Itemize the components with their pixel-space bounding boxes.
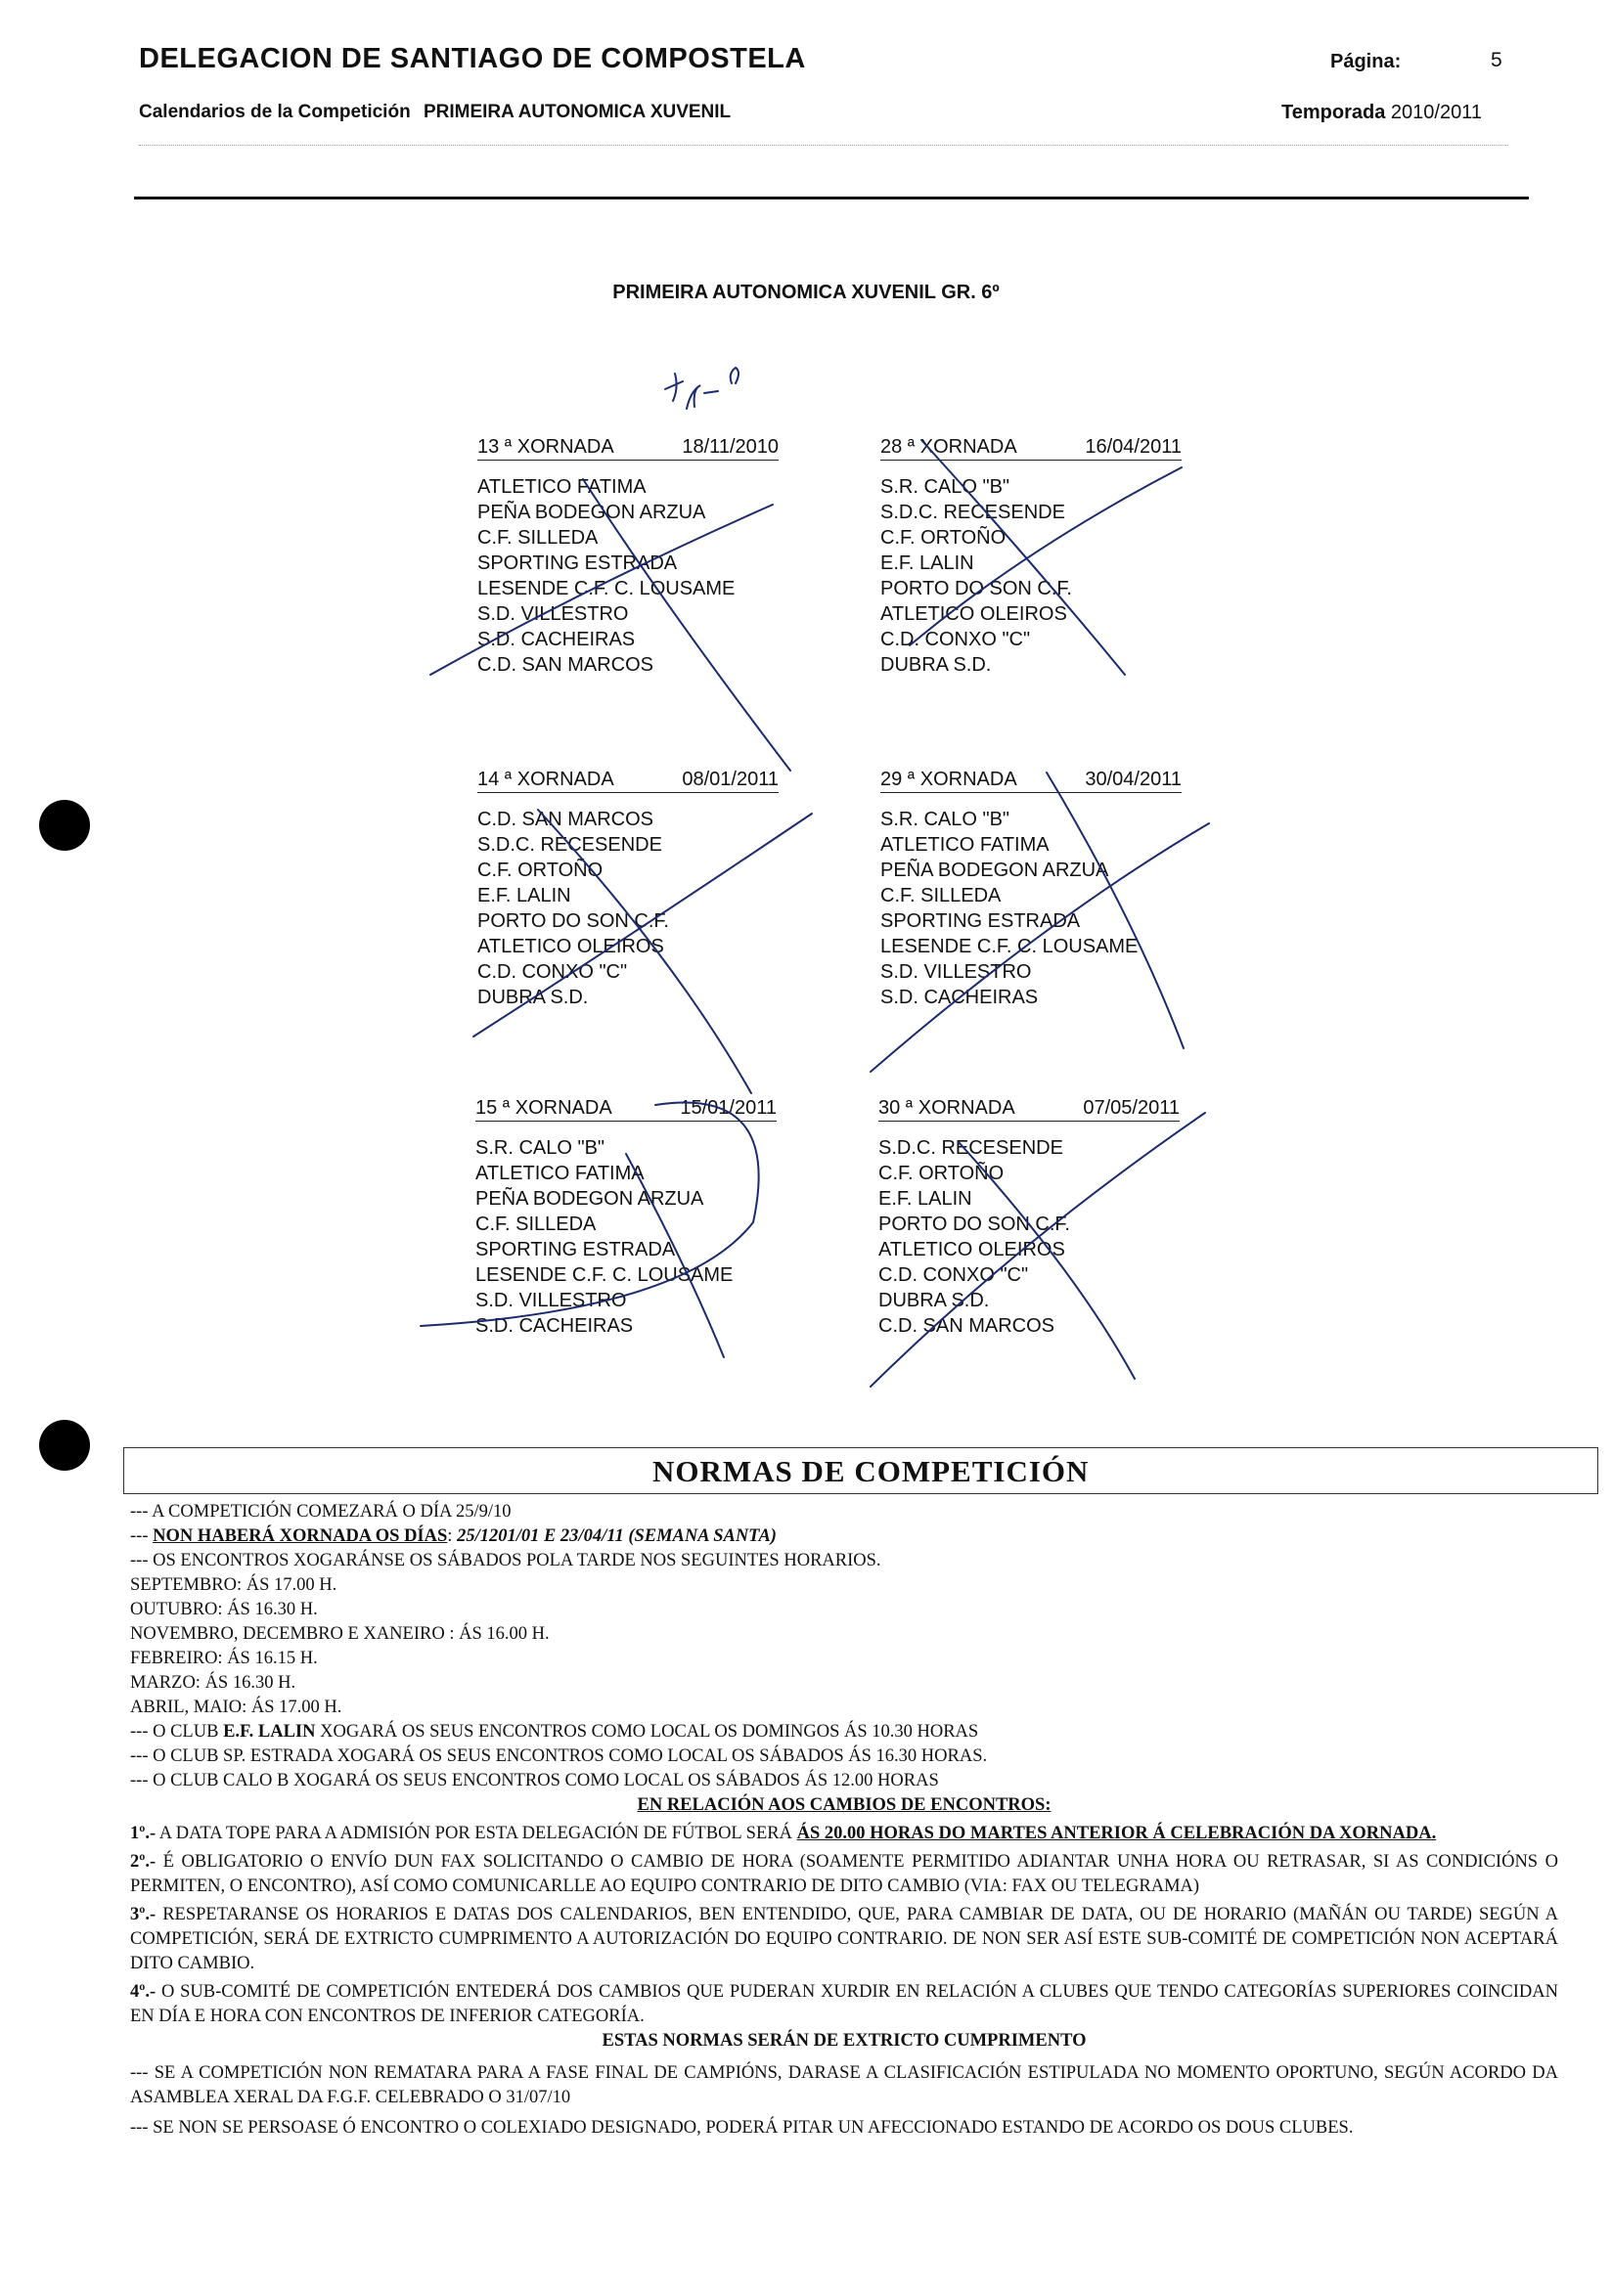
team-name: S.D.C. RECESENDE: [878, 1137, 1063, 1159]
rule-line: --- OS ENCONTROS XOGARÁNSE OS SÁBADOS POLA TARDE NOS SEGUINTES HORARIOS.: [130, 1551, 881, 1570]
season: [1281, 102, 1482, 124]
final-rule: --- SE A COMPETICIÓN NON REMATARA PARA A FASE FINAL DE CAMPIÓNS, DARASE A CLASIFICACIÓN ESTIPULADA NO MOMENTO OPORTUNO, SEGÚN ACORDO DA ASAMBLEA XERAL DA F.G.F. CELEBRADO O 31/07/10: [130, 2063, 1558, 2107]
team-name: S.R. CALO "B": [880, 476, 1010, 498]
xornada-label: 15 ª XORNADA: [475, 1097, 612, 1119]
cambios-title: EN RELACIÓN AOS CAMBIOS DE ENCONTROS:: [637, 1795, 1052, 1815]
xornada-block: [475, 1097, 777, 1339]
team-name: SPORTING ESTRADA: [477, 552, 678, 574]
rule-bold: NON HABERÁ XORNADA OS DÍAS: [153, 1526, 448, 1546]
rule-paragraph: [130, 1903, 1558, 1976]
team-name: LESENDE C.F. C. LOUSAME: [880, 936, 1139, 957]
team-name: LESENDE C.F. C. LOUSAME: [475, 1264, 734, 1286]
team-name: S.D.C. RECESENDE: [880, 502, 1065, 523]
rule-paragraph: [130, 1850, 1558, 1899]
team-name: C.F. ORTOÑO: [878, 1163, 1005, 1184]
header-rule: [134, 197, 1529, 199]
team-name: PORTO DO SON C.F.: [880, 578, 1072, 599]
rule-line: --- O CLUB SP. ESTRADA XOGARÁ OS SEUS ENCONTROS COMO LOCAL OS SÁBADOS ÁS 16.30 HORAS.: [130, 1746, 988, 1766]
team-name: C.D. SAN MARCOS: [477, 654, 654, 676]
team-name: C.D. SAN MARCOS: [477, 809, 654, 830]
normas-heading-box: [123, 1447, 1598, 1494]
schedule-line: MARZO: ÁS 16.30 H.: [130, 1673, 296, 1693]
punch-hole-bottom: [39, 1420, 90, 1471]
team-name: S.R. CALO "B": [475, 1137, 605, 1159]
team-name: PEÑA BODEGON ARZUA: [477, 502, 706, 523]
xornada-block: [880, 769, 1182, 1010]
team-name: PEÑA BODEGON ARZUA: [475, 1188, 704, 1210]
normas-title: NORMAS DE COMPETICIÓN: [652, 1454, 1090, 1488]
header-divider: [139, 145, 1508, 146]
xornada-block: [477, 436, 779, 678]
team-name: ATLETICO FATIMA: [477, 476, 647, 498]
paragraph-number: 4º.-: [130, 1982, 157, 2002]
rule-prefix: --- O CLUB: [130, 1722, 224, 1742]
xornada-date: 15/01/2011: [680, 1097, 777, 1119]
page-label: Página:: [1330, 51, 1402, 72]
xornada-block: [880, 436, 1182, 678]
team-name: S.D. CACHEIRAS: [475, 1315, 634, 1337]
team-name: E.F. LALIN: [878, 1188, 972, 1210]
page-number: 5: [1491, 49, 1502, 71]
schedule-line: OUTUBRO: ÁS 16.30 H.: [130, 1600, 318, 1619]
paragraph-text: RESPETARANSE OS HORARIOS E DATAS DOS CALENDARIOS, BEN ENTENDIDO, QUE, PARA CAMBIAR DE DATA, OU DE HORARIO (MAÑÁN OU TARDE) SEGÚN A COMPETICIÓN, SERÁ DE EXTRICTO CUMPRIMENTO A AUTORIZACIÓN DO EQUIPO CONTRARIO. DE NON SER ASÍ ESTE SUB-COMITÉ DE COMPETICIÓN NON ACEPTARÁ DITO CAMBIO.: [130, 1905, 1558, 1973]
rule-line: [130, 1720, 1558, 1744]
team-name: SPORTING ESTRADA: [880, 910, 1081, 932]
paragraph-number: 3º.-: [130, 1905, 157, 1924]
team-name: C.D. CONXO "C": [878, 1264, 1029, 1286]
rule-line: [130, 1524, 1558, 1549]
schedule-line: FEBREIRO: ÁS 16.15 H.: [130, 1649, 318, 1668]
xornada-label: 28 ª XORNADA: [880, 436, 1017, 458]
team-name: S.R. CALO "B": [880, 809, 1010, 830]
team-name: C.F. SILLEDA: [477, 527, 599, 549]
team-name: ATLETICO FATIMA: [880, 834, 1050, 856]
header-subtitle: [139, 102, 731, 123]
xornada-label: 29 ª XORNADA: [880, 769, 1017, 790]
punch-hole-top: [39, 800, 90, 851]
xornada-date: 18/11/2010: [682, 436, 779, 458]
paragraph-number: 1º.-: [130, 1824, 157, 1843]
team-name: C.D. CONXO "C": [880, 629, 1031, 650]
rule-paragraph: [130, 1822, 1558, 1846]
xornada-date: 07/05/2011: [1083, 1097, 1180, 1119]
team-name: E.F. LALIN: [477, 885, 571, 906]
rule-rest: XOGARÁ OS SEUS ENCONTROS COMO LOCAL OS DOMINGOS ÁS 10.30 HORAS: [315, 1722, 979, 1742]
season-label: Temporada: [1281, 102, 1386, 123]
team-name: DUBRA S.D.: [477, 987, 589, 1008]
team-name: S.D.C. RECESENDE: [477, 834, 662, 856]
paragraph-text: É OBLIGATORIO O ENVÍO DUN FAX SOLICITANDO O CAMBIO DE HORA (SOAMENTE PERMITIDO ADIANTAR UNHA HORA OU RETRASAR, SI AS CONDICIÓNS O PERMITEN, O ENCONTRO), ASÍ COMO COMUNICARLLE AO EQUIPO CONTRARIO DE DITO CAMBIO (VIA: FAX OU TELEGRAMA): [130, 1852, 1558, 1896]
club-name: E.F. LALIN: [223, 1722, 316, 1742]
team-name: ATLETICO OLEIROS: [880, 603, 1067, 625]
final-rule: --- SE NON SE PERSOASE Ó ENCONTRO O COLEXIADO DESIGNADO, PODERÁ PITAR UN AFECCIONADO ESTANDO DE ACORDO OS DOUS CLUBES.: [130, 2118, 1354, 2138]
team-name: S.D. CACHEIRAS: [880, 987, 1039, 1008]
team-name: DUBRA S.D.: [878, 1290, 990, 1311]
group-title: PRIMEIRA AUTONOMICA XUVENIL GR. 6º: [612, 282, 1000, 303]
team-name: SPORTING ESTRADA: [475, 1239, 676, 1260]
team-name: C.D. SAN MARCOS: [878, 1315, 1055, 1337]
rule-colon: :: [447, 1526, 458, 1546]
team-name: ATLETICO FATIMA: [475, 1163, 645, 1184]
team-name: S.D. VILLESTRO: [477, 603, 629, 625]
xornada-block: [477, 769, 779, 1010]
xornada-date: 08/01/2011: [682, 769, 779, 790]
estrict-note: ESTAS NORMAS SERÁN DE EXTRICTO CUMPRIMENTO: [602, 2031, 1087, 2051]
team-name: S.D. VILLESTRO: [475, 1290, 627, 1311]
rule-paragraph: [130, 1980, 1558, 2029]
season-value: 2010/2011: [1390, 102, 1482, 123]
paragraph-bold: ÁS 20.00 HORAS DO MARTES ANTERIOR Á CELEBRACIÓN DA XORNADA.: [796, 1824, 1437, 1843]
team-name: DUBRA S.D.: [880, 654, 992, 676]
header-title: DELEGACION DE SANTIAGO DE COMPOSTELA: [139, 43, 806, 74]
team-name: S.D. CACHEIRAS: [477, 629, 636, 650]
rule-prefix: ---: [130, 1526, 154, 1546]
rule-line: --- O CLUB CALO B XOGARÁ OS SEUS ENCONTROS COMO LOCAL OS SÁBADOS ÁS 12.00 HORAS: [130, 1771, 939, 1790]
paragraph-text: A DATA TOPE PARA A ADMISIÓN POR ESTA DELEGACIÓN DE FÚTBOL SERÁ: [156, 1824, 797, 1843]
schedule-line: SEPTEMBRO: ÁS 17.00 H.: [130, 1575, 337, 1595]
team-name: ATLETICO OLEIROS: [477, 936, 664, 957]
competition-name: PRIMEIRA AUTONOMICA XUVENIL: [423, 102, 732, 122]
rule-line: --- A COMPETICIÓN COMEZARÁ O DÍA 25/9/10: [130, 1502, 512, 1522]
schedule-line: NOVEMBRO, DECEMBRO E XANEIRO : ÁS 16.00 H.: [130, 1624, 550, 1644]
xornada-date: 16/04/2011: [1085, 436, 1182, 458]
team-name: PORTO DO SON C.F.: [878, 1214, 1070, 1235]
xornada-label: 30 ª XORNADA: [878, 1097, 1015, 1119]
team-name: C.F. ORTOÑO: [880, 527, 1007, 549]
xornada-label: 14 ª XORNADA: [477, 769, 614, 790]
paragraph-text: O SUB-COMITÉ DE COMPETICIÓN ENTEDERÁ DOS CAMBIOS QUE PUDERAN XURDIR EN RELACIÓN A CLUBES QUE TENDO CATEGORÍAS SUPERIORES COINCIDAN EN DÍA E HORA CON ENCONTROS DE INFERIOR CATEGORÍA.: [130, 1982, 1558, 2026]
subtitle-prefix: Calendarios de la Competición: [139, 102, 411, 122]
team-name: LESENDE C.F. C. LOUSAME: [477, 578, 736, 599]
team-name: PEÑA BODEGON ARZUA: [880, 860, 1109, 881]
xornada-date: 30/04/2011: [1085, 769, 1182, 790]
xornada-block: [878, 1097, 1180, 1339]
team-name: C.F. SILLEDA: [475, 1214, 597, 1235]
team-name: C.F. ORTOÑO: [477, 860, 604, 881]
team-name: C.D. CONXO "C": [477, 961, 628, 983]
xornada-label: 13 ª XORNADA: [477, 436, 614, 458]
normas-section: [130, 1500, 1558, 2141]
paragraph-number: 2º.-: [130, 1852, 157, 1872]
team-name: E.F. LALIN: [880, 552, 974, 574]
team-name: ATLETICO OLEIROS: [878, 1239, 1065, 1260]
team-name: C.F. SILLEDA: [880, 885, 1002, 906]
schedule-line: ABRIL, MAIO: ÁS 17.00 H.: [130, 1698, 342, 1717]
rule-dates: 25/1201/01 E 23/04/11 (SEMANA SANTA): [457, 1526, 777, 1546]
team-name: PORTO DO SON C.F.: [477, 910, 669, 932]
team-name: S.D. VILLESTRO: [880, 961, 1032, 983]
